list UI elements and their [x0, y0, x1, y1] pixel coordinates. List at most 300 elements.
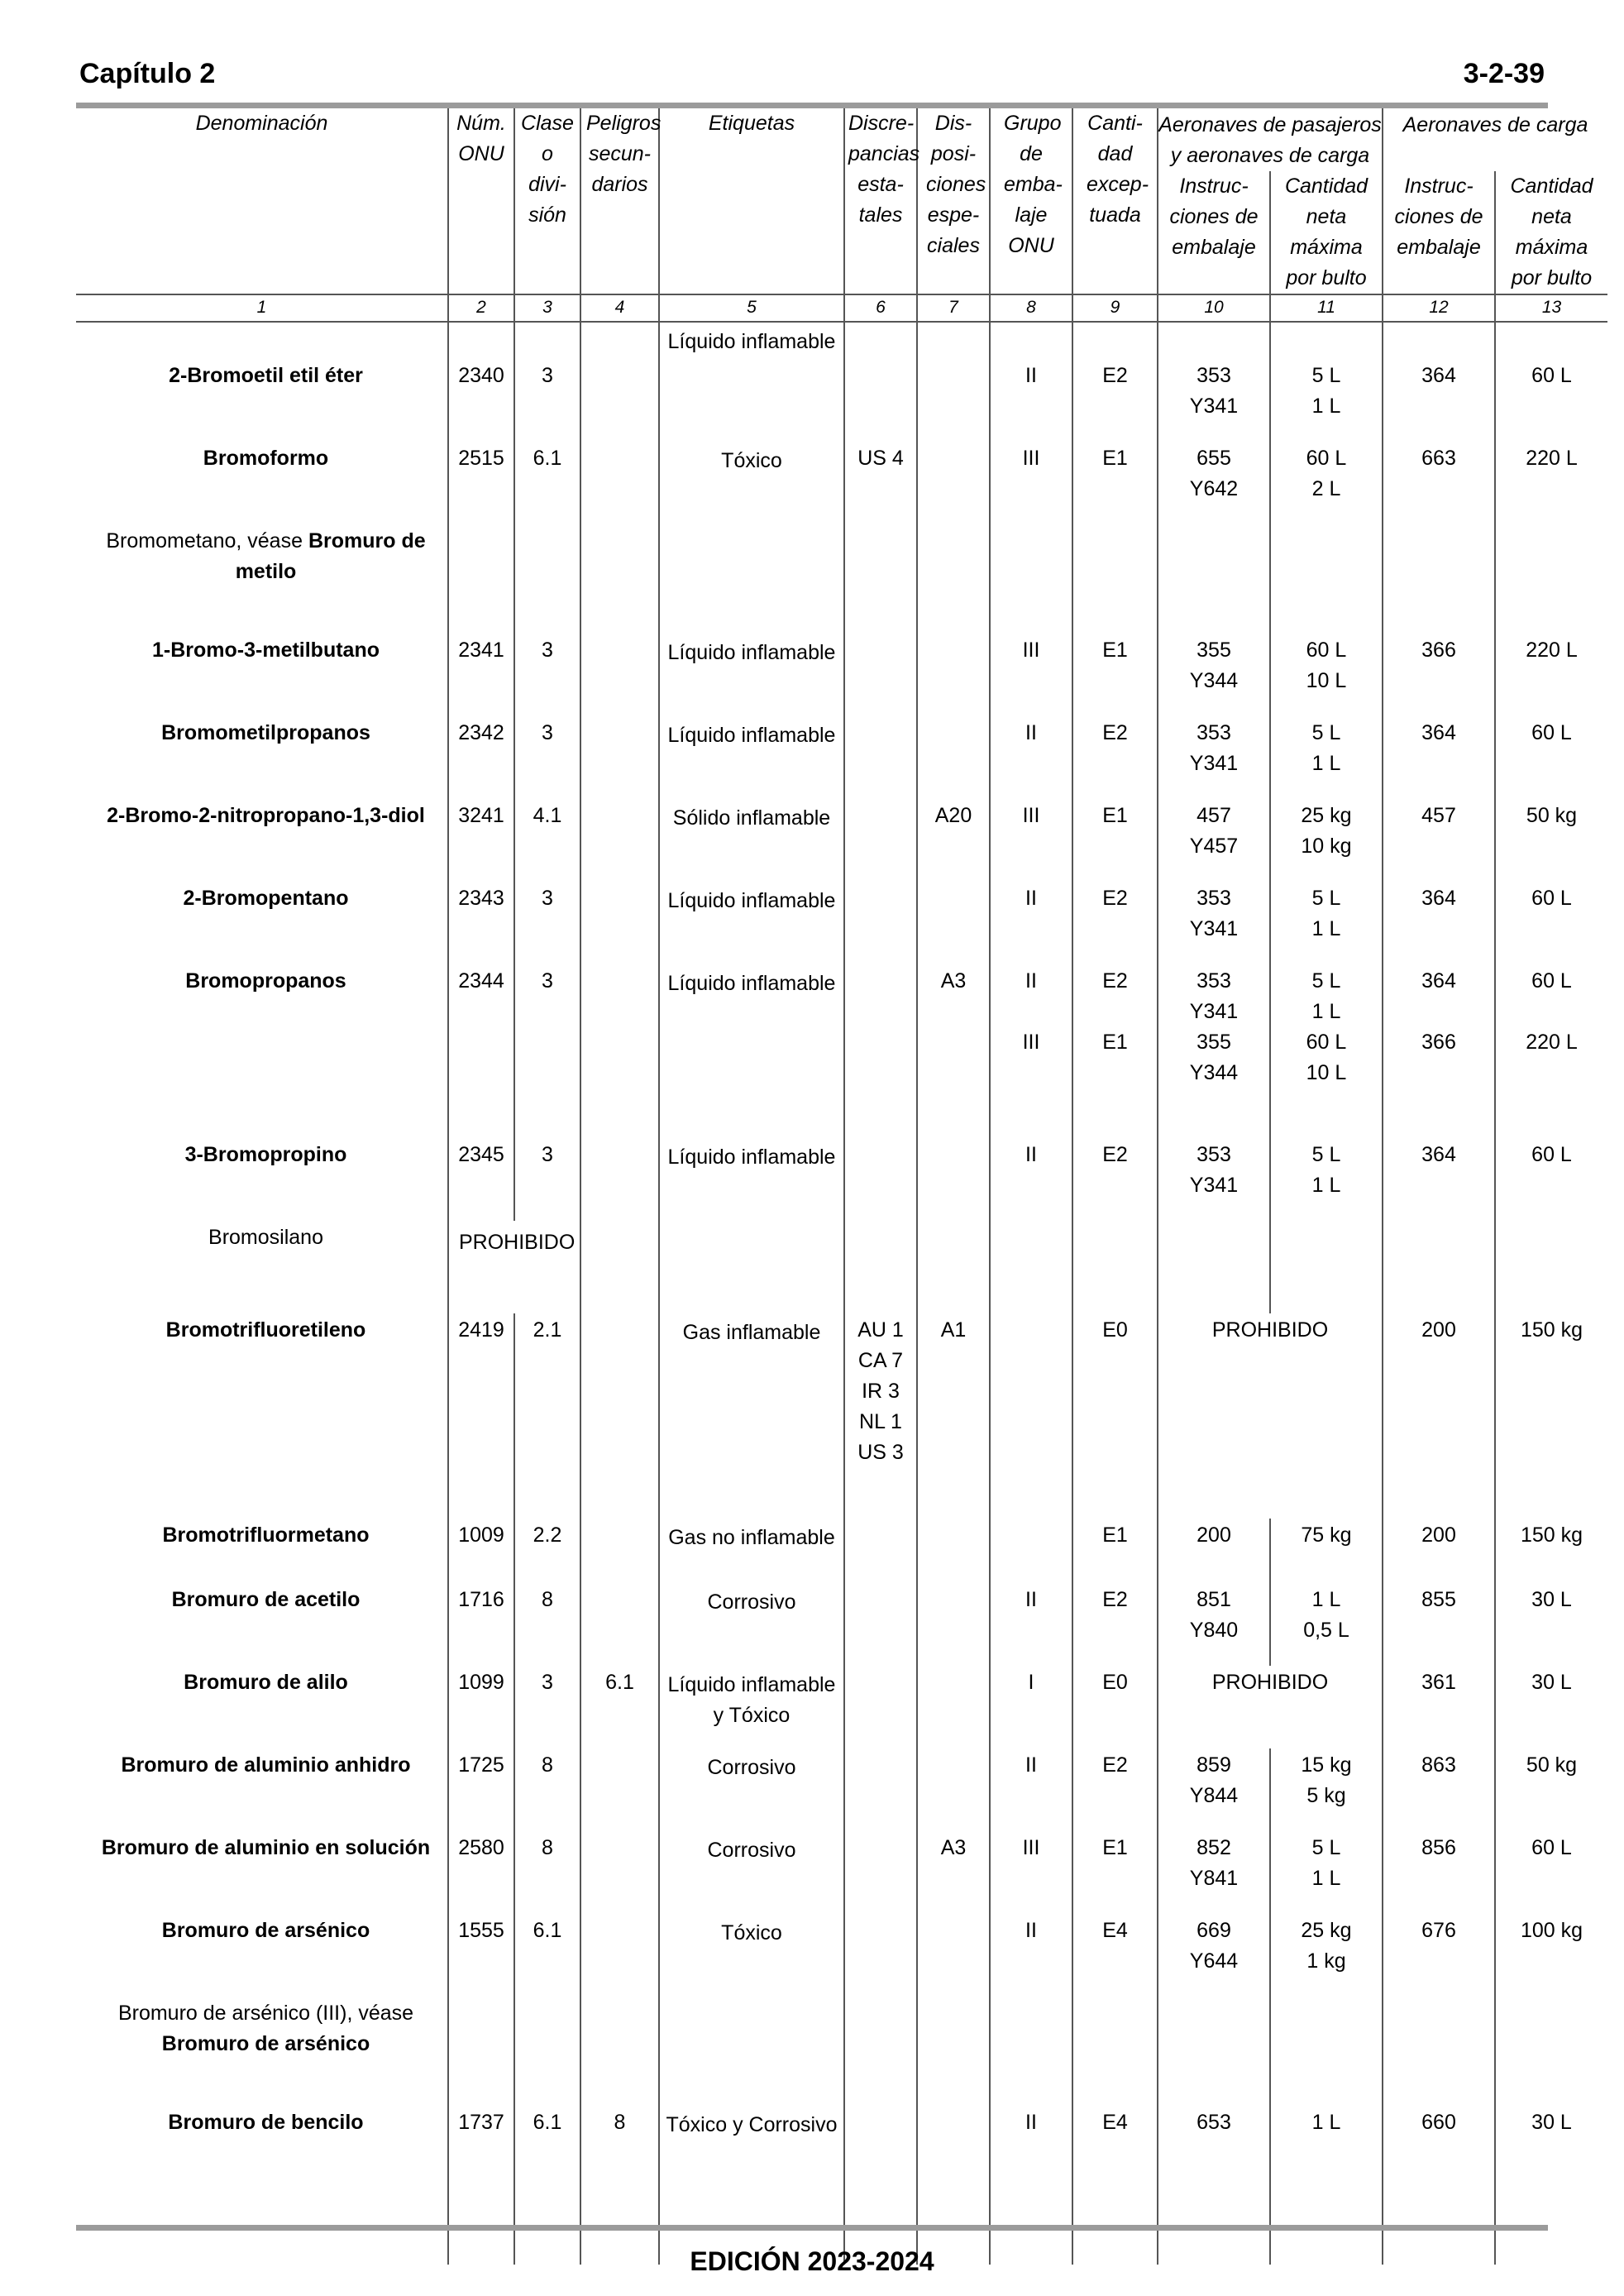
pax-packing-instruction-value: Y341 — [1189, 1000, 1239, 1023]
hazard-class — [514, 1831, 580, 1914]
state-variations-value: IR 3 — [862, 1380, 900, 1403]
substance-name-text: 2-Bromoetil etil éter — [169, 364, 363, 387]
pax-packing-instruction — [1158, 1583, 1270, 1666]
hazard-labels-value: Líquido inflamable — [667, 641, 836, 664]
cargo-max-quantity — [1495, 442, 1607, 524]
hazard-labels — [659, 799, 844, 882]
excepted-quantity — [1072, 1666, 1158, 1748]
packing-group-value — [991, 1520, 1072, 1551]
excepted-quantity — [1072, 882, 1158, 964]
empty-cell — [659, 524, 844, 634]
excepted-quantity-value: E1 — [1102, 1031, 1128, 1054]
hazard-labels — [659, 1666, 844, 1748]
excepted-quantity-value: E4 — [1102, 2111, 1128, 2134]
cargo-max-quantity — [1495, 1519, 1607, 1583]
cargo-max-quantity — [1495, 322, 1607, 442]
subsidiary-hazard — [580, 799, 659, 882]
packing-group — [990, 799, 1072, 882]
hazard-labels — [659, 716, 844, 799]
empty-cell — [1158, 1221, 1270, 1313]
substance-name-text: 1-Bromo-3-metilbutano — [152, 639, 380, 662]
pax-max-quantity-value: 60 L — [1306, 639, 1347, 662]
pax-packing-instruction-value: Y844 — [1189, 1784, 1239, 1807]
special-provisions-value — [918, 1520, 989, 1551]
empty-cell — [580, 524, 659, 634]
cargo-max-quantity — [1495, 964, 1607, 1138]
excepted-quantity-value: E2 — [1102, 364, 1128, 387]
cargo-max-quantity-value: 220 L — [1526, 1031, 1578, 1054]
excepted-quantity — [1072, 322, 1158, 442]
substance-name-text: Bromotrifluormetano — [162, 1523, 370, 1547]
pax-max-quantity-value: 1 L — [1311, 752, 1341, 775]
forbidden-text: PROHIBIDO — [1211, 1318, 1329, 1342]
pax-packing-instruction — [1158, 882, 1270, 964]
pax-max-quantity-value: 75 kg — [1301, 1523, 1352, 1547]
pax-packing-instruction-value: Y341 — [1189, 1174, 1239, 1197]
un-number — [448, 1748, 514, 1831]
substance-name-text: Bromosilano — [208, 1226, 323, 1249]
state-variations-value — [845, 801, 916, 831]
excepted-quantity-value: E1 — [1102, 639, 1128, 662]
cargo-max-quantity — [1495, 2106, 1607, 2265]
pax-packing-instruction-value: Y344 — [1189, 1061, 1239, 1084]
cargo-packing-instruction-value: 364 — [1421, 969, 1456, 993]
cargo-packing-instruction-value: 863 — [1421, 1753, 1456, 1777]
col-state-variations-header: Discre- pancias esta- tales — [844, 108, 917, 294]
substance-name-text: Bromotrifluoretileno — [165, 1318, 366, 1342]
table-row — [76, 1831, 1607, 1914]
excepted-quantity — [1072, 799, 1158, 882]
state-variations-value — [845, 718, 916, 749]
un-number-value: 2580 — [458, 1836, 504, 1859]
subsidiary-hazard — [580, 634, 659, 716]
substance-name — [76, 1313, 448, 1519]
substance-name — [76, 2106, 448, 2265]
excepted-quantity-value: E1 — [1102, 1523, 1128, 1547]
subsidiary-hazard-value — [581, 1520, 658, 1551]
subsidiary-hazard — [580, 1914, 659, 1997]
hazard-labels-value: Líquido inflamable — [667, 972, 836, 995]
empty-cell — [659, 1997, 844, 2106]
un-number — [448, 1313, 514, 1519]
substance-name-text: Bromoformo — [203, 447, 329, 470]
pax-packing-instruction — [1158, 964, 1270, 1138]
cargo-aircraft-header: Aeronaves de carga — [1383, 108, 1607, 171]
hazard-labels-value: Gas inflamable — [682, 1321, 821, 1344]
excepted-quantity — [1072, 1914, 1158, 1997]
pax-max-quantity-value: 60 L — [1306, 447, 1347, 470]
substance-name — [76, 634, 448, 716]
un-number-value: 1725 — [458, 1753, 504, 1777]
state-variations — [844, 1519, 917, 1583]
pax-packing-instruction — [1158, 2106, 1270, 2265]
packing-group — [990, 1748, 1072, 1831]
cargo-packing-instruction — [1383, 882, 1495, 964]
excepted-quantity-value: E2 — [1102, 1143, 1128, 1166]
cargo-max-quantity-value: 30 L — [1531, 1671, 1572, 1694]
excepted-quantity-value: E2 — [1102, 887, 1128, 910]
col-excepted-quantity-header: Canti- dad excep- tuada — [1072, 108, 1158, 294]
cargo-packing-instruction-value: 660 — [1421, 2111, 1456, 2134]
pax-max-quantity-value: 2 L — [1311, 477, 1341, 500]
pax-packing-instruction — [1158, 1914, 1270, 1997]
page-header — [79, 58, 1545, 91]
pax-packing-instruction-value: Y840 — [1189, 1619, 1239, 1642]
cargo-packing-instruction-value: 364 — [1421, 364, 1456, 387]
cargo-packing-instruction — [1383, 634, 1495, 716]
table-body — [76, 322, 1607, 2265]
empty-cell — [1072, 524, 1158, 634]
state-variations-value — [845, 361, 916, 391]
substance-name — [76, 1221, 448, 1313]
hazard-class-value: 8 — [542, 1753, 553, 1777]
pax-forbidden — [1158, 1666, 1383, 1748]
subsidiary-hazard — [580, 964, 659, 1138]
special-provisions-value — [918, 1667, 989, 1698]
state-variations-value: AU 1 — [857, 1318, 904, 1342]
pax-max-quantity-value: 1 L — [1311, 1588, 1341, 1611]
hazard-labels-value: Corrosivo — [707, 1839, 796, 1862]
un-number-value: 2345 — [458, 1143, 504, 1166]
pax-max-quantity-value: 1 kg — [1306, 1949, 1346, 1973]
hazard-class-value: 6.1 — [533, 447, 562, 470]
hazard-labels — [659, 442, 844, 524]
substance-name-text: Bromuro de acetilo — [171, 1588, 361, 1611]
cargo-max-quantity-value: 60 L — [1531, 364, 1572, 387]
special-provisions-value: A1 — [940, 1318, 967, 1342]
pax-max-quantity-value: 1 L — [1311, 917, 1341, 940]
excepted-quantity — [1072, 716, 1158, 799]
subsidiary-hazard-value — [581, 966, 658, 997]
edition-footer: EDICIÓN 2023-2024 — [690, 2246, 934, 2276]
pax-max-quantity-value: 1 L — [1311, 1174, 1341, 1197]
cargo-max-quantity-value: 30 L — [1531, 1588, 1572, 1611]
substance-name-text: Bromuro de bencilo — [168, 2111, 364, 2134]
col-number: 9 — [1072, 294, 1158, 322]
packing-group — [990, 1831, 1072, 1914]
special-provisions — [917, 964, 990, 1138]
cargo-max-quantity — [1495, 882, 1607, 964]
cargo-max-quantity-value: 150 kg — [1520, 1523, 1583, 1547]
pax-packing-instruction-value: 353 — [1197, 1143, 1231, 1166]
cargo-packing-instruction-value: 855 — [1421, 1588, 1456, 1611]
state-variations-value — [845, 1520, 916, 1551]
un-number — [448, 716, 514, 799]
hazard-class — [514, 1138, 580, 1221]
packing-group — [990, 2106, 1072, 2265]
un-number — [448, 1666, 514, 1748]
pax-max-quantity-value: 1 L — [1311, 2111, 1341, 2134]
pax-max-quantity-value: 5 L — [1311, 887, 1341, 910]
col-number: 11 — [1270, 294, 1383, 322]
un-number — [448, 1583, 514, 1666]
subsidiary-hazard — [580, 1748, 659, 1831]
state-variations — [844, 716, 917, 799]
un-number — [448, 322, 514, 442]
col-cargo-instr-header: Instruc- ciones de embalaje — [1383, 171, 1495, 294]
pax-packing-instruction-value: 353 — [1197, 887, 1231, 910]
cargo-packing-instruction-value: 361 — [1421, 1671, 1456, 1694]
pax-max-quantity — [1270, 1583, 1383, 1666]
state-variations — [844, 1313, 917, 1519]
table-row — [76, 1519, 1607, 1583]
pax-max-quantity-value: 0,5 L — [1303, 1619, 1349, 1642]
subsidiary-hazard — [580, 716, 659, 799]
hazard-labels — [659, 1914, 844, 1997]
subsidiary-hazard — [580, 882, 659, 964]
hazard-class — [514, 1313, 580, 1519]
packing-group — [990, 1138, 1072, 1221]
table-row — [76, 1997, 1607, 2106]
packing-group-value: II — [1025, 1753, 1037, 1777]
un-number-value: 2343 — [458, 887, 504, 910]
pax-max-quantity-value: 15 kg — [1301, 1753, 1352, 1777]
special-provisions — [917, 634, 990, 716]
subsidiary-hazard-value — [581, 1916, 658, 1946]
table-row — [76, 634, 1607, 716]
hazard-labels-value: Corrosivo — [707, 1756, 796, 1779]
substance-name — [76, 1519, 448, 1583]
packing-group-value: II — [1025, 721, 1037, 744]
packing-group-value: II — [1025, 1143, 1037, 1166]
subsidiary-hazard-value — [581, 443, 658, 474]
special-provisions — [917, 1748, 990, 1831]
substance-name — [76, 524, 448, 634]
state-variations — [844, 322, 917, 442]
pax-packing-instruction — [1158, 1831, 1270, 1914]
packing-group-value: II — [1025, 364, 1037, 387]
cargo-max-quantity — [1495, 716, 1607, 799]
pax-max-quantity — [1270, 1138, 1383, 1221]
subsidiary-hazard-value: 6.1 — [605, 1671, 634, 1694]
packing-group — [990, 882, 1072, 964]
state-variations-value — [845, 635, 916, 666]
hazard-labels-value: Tóxico y Corrosivo — [666, 2113, 838, 2136]
empty-cell — [1270, 524, 1383, 634]
empty-cell — [1072, 1221, 1158, 1313]
special-provisions-value — [918, 1916, 989, 1946]
empty-cell — [917, 1997, 990, 2106]
pax-max-quantity — [1270, 322, 1383, 442]
empty-cell — [1270, 1997, 1383, 2106]
hazard-labels — [659, 882, 844, 964]
un-number — [448, 964, 514, 1138]
state-variations — [844, 634, 917, 716]
pax-forbidden — [1158, 1313, 1383, 1519]
packing-group — [990, 634, 1072, 716]
empty-cell — [990, 524, 1072, 634]
packing-group — [990, 1914, 1072, 1997]
table-row — [76, 2106, 1607, 2265]
subsidiary-hazard-value — [581, 361, 658, 391]
substance-name — [76, 1831, 448, 1914]
state-variations-value — [845, 1667, 916, 1698]
packing-group-value: I — [1028, 1671, 1034, 1694]
cargo-max-quantity — [1495, 1666, 1607, 1748]
hazard-class-value: 8 — [542, 1836, 553, 1859]
packing-group-value: III — [1022, 1836, 1040, 1859]
hazard-class — [514, 1583, 580, 1666]
packing-group-value: II — [1025, 1919, 1037, 1942]
state-variations — [844, 2106, 917, 2265]
state-variations — [844, 882, 917, 964]
state-variations — [844, 1748, 917, 1831]
packing-group — [990, 716, 1072, 799]
hazard-class — [514, 634, 580, 716]
hazard-class — [514, 1519, 580, 1583]
pax-aircraft-header: Aeronaves de pasajeros y aeronaves de carga — [1158, 108, 1383, 171]
excepted-quantity — [1072, 1519, 1158, 1583]
pax-max-quantity-value: 1 L — [1311, 1000, 1341, 1023]
subsidiary-hazard — [580, 1831, 659, 1914]
cargo-packing-instruction-value: 856 — [1421, 1836, 1456, 1859]
substance-name — [76, 1138, 448, 1221]
empty-cell — [917, 1221, 990, 1313]
substance-name-text: 2-Bromo-2-nitropropano-1,3-diol — [107, 804, 425, 827]
hazard-class-value: 2.2 — [533, 1523, 562, 1547]
subsidiary-hazard-value — [581, 883, 658, 914]
pax-max-quantity — [1270, 1748, 1383, 1831]
excepted-quantity — [1072, 1583, 1158, 1666]
special-provisions-value — [918, 1750, 989, 1781]
hazard-class — [514, 716, 580, 799]
state-variations — [844, 1583, 917, 1666]
special-provisions — [917, 1914, 990, 1997]
subsidiary-hazard-value — [581, 801, 658, 831]
subsidiary-hazard — [580, 2106, 659, 2265]
packing-group — [990, 964, 1072, 1138]
hazard-class-value: 8 — [542, 1588, 553, 1611]
excepted-quantity-value — [1073, 997, 1157, 1027]
pax-packing-instruction-value: 355 — [1197, 639, 1231, 662]
substance-name — [76, 799, 448, 882]
cargo-packing-instruction — [1383, 716, 1495, 799]
excepted-quantity-value: E0 — [1102, 1318, 1128, 1342]
substance-name — [76, 442, 448, 524]
special-provisions-value: A20 — [934, 804, 972, 827]
cargo-max-quantity — [1495, 1138, 1607, 1221]
col-cargo-qty-header: Cantidad neta máxima por bulto — [1495, 171, 1607, 294]
state-variations-value — [845, 966, 916, 997]
hazard-labels-value: Gas no inflamable — [668, 1526, 835, 1549]
pax-max-quantity — [1270, 882, 1383, 964]
special-provisions — [917, 1519, 990, 1583]
state-variations-value — [845, 1750, 916, 1781]
special-provisions — [917, 1583, 990, 1666]
excepted-quantity-value: E0 — [1102, 1671, 1128, 1694]
cargo-max-quantity — [1495, 1313, 1607, 1519]
un-number — [448, 442, 514, 524]
hazard-labels — [659, 634, 844, 716]
excepted-quantity — [1072, 964, 1158, 1138]
state-variations-value — [845, 1140, 916, 1170]
pax-packing-instruction-value: Y341 — [1189, 752, 1239, 775]
cargo-packing-instruction-value: 676 — [1421, 1919, 1456, 1942]
special-provisions-value — [918, 883, 989, 914]
un-number-value: 2342 — [458, 721, 504, 744]
state-variations — [844, 799, 917, 882]
col-number: 10 — [1158, 294, 1270, 322]
cargo-packing-instruction-value: 364 — [1421, 1143, 1456, 1166]
state-variations-value: CA 7 — [857, 1349, 904, 1372]
special-provisions — [917, 716, 990, 799]
special-provisions-value: A3 — [940, 969, 967, 993]
empty-cell — [1270, 1221, 1383, 1313]
pax-max-quantity — [1270, 1914, 1383, 1997]
hazard-class-value: 3 — [542, 1671, 553, 1694]
packing-group — [990, 442, 1072, 524]
cargo-max-quantity-value: 30 L — [1531, 2111, 1572, 2134]
empty-cell — [580, 1997, 659, 2106]
un-number — [448, 2106, 514, 2265]
excepted-quantity-value: E2 — [1102, 1753, 1128, 1777]
subsidiary-hazard-value — [581, 1315, 658, 1346]
un-number-value: 2340 — [458, 364, 504, 387]
packing-group-value: II — [1025, 969, 1037, 993]
substance-name — [76, 1583, 448, 1666]
hazard-class-value: 3 — [542, 364, 553, 387]
empty-cell — [844, 1997, 917, 2106]
col-labels-header: Etiquetas — [659, 108, 844, 294]
forbidden-text: PROHIBIDO — [1211, 1671, 1329, 1694]
column-numbers-row — [76, 294, 1607, 322]
empty-cell — [514, 524, 580, 634]
pax-packing-instruction-value: 457 — [1197, 804, 1231, 827]
hazard-class-value: 4.1 — [533, 804, 562, 827]
state-variations — [844, 442, 917, 524]
empty-cell — [1383, 1221, 1495, 1313]
un-number-value: 1737 — [458, 2111, 504, 2134]
hazard-labels-value: Líquido inflamable — [667, 330, 836, 353]
pax-max-quantity — [1270, 964, 1383, 1138]
cargo-packing-instruction — [1383, 1914, 1495, 1997]
cargo-packing-instruction — [1383, 1313, 1495, 1519]
hazard-labels — [659, 1583, 844, 1666]
special-provisions-value: A3 — [940, 1836, 967, 1859]
col-number: 3 — [514, 294, 580, 322]
hazard-class-value: 3 — [542, 1143, 553, 1166]
packing-group-value — [991, 997, 1072, 1027]
special-provisions — [917, 799, 990, 882]
cargo-packing-instruction — [1383, 442, 1495, 524]
cargo-max-quantity-value: 60 L — [1531, 1143, 1572, 1166]
table-row — [76, 964, 1607, 1138]
state-variations-value — [845, 1585, 916, 1615]
table-header — [76, 108, 1607, 322]
pax-max-quantity-value: 25 kg — [1301, 1919, 1352, 1942]
un-number — [448, 882, 514, 964]
col-pax-instr-header: Instruc- ciones de embalaje — [1158, 171, 1270, 294]
hazard-labels — [659, 1519, 844, 1583]
substance-name — [76, 1914, 448, 1997]
hazard-class — [514, 2106, 580, 2265]
empty-cell — [844, 524, 917, 634]
col-class-header: Clase o divi- sión — [514, 108, 580, 294]
excepted-quantity — [1072, 1748, 1158, 1831]
state-variations — [844, 1666, 917, 1748]
pax-max-quantity-value: 5 L — [1311, 721, 1341, 744]
cargo-packing-instruction — [1383, 1748, 1495, 1831]
special-provisions — [917, 1831, 990, 1914]
excepted-quantity-value: E1 — [1102, 804, 1128, 827]
packing-group-value: III — [1022, 447, 1040, 470]
pax-max-quantity — [1270, 799, 1383, 882]
hazard-class — [514, 1748, 580, 1831]
hazard-class — [514, 1666, 580, 1748]
pax-packing-instruction — [1158, 322, 1270, 442]
cargo-packing-instruction-value: 200 — [1421, 1318, 1456, 1342]
subsidiary-hazard-value — [581, 718, 658, 749]
